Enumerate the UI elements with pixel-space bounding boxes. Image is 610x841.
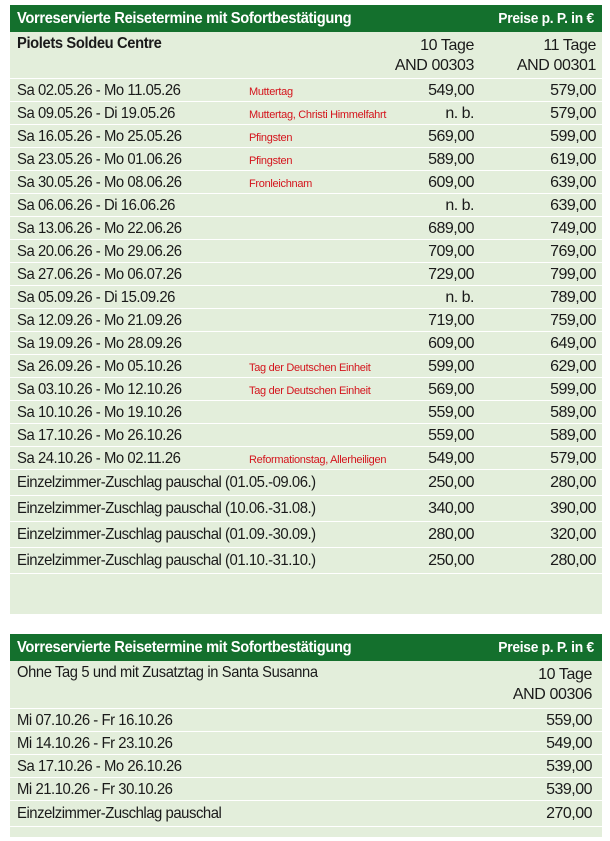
price-10-days: 559,00 [428, 404, 474, 421]
table-body [10, 709, 602, 827]
table-row [10, 125, 602, 148]
price-11-days: 579,00 [550, 450, 596, 467]
price-10-days: 549,00 [546, 735, 592, 752]
price-10-days: 280,00 [428, 526, 474, 543]
price-11-days: 639,00 [550, 174, 596, 191]
table-departures-santa-susanna [10, 634, 602, 837]
date-range: Sa 17.10.26 - Mo 26.10.26 [17, 758, 182, 775]
price-10-days: 539,00 [546, 758, 592, 775]
hotel-header [10, 661, 602, 709]
column-days-label: 10 Tage [538, 666, 592, 683]
holiday-note: Tag der Deutschen Einheit [249, 362, 371, 374]
column-days-label: 10 Tage [420, 37, 474, 54]
supplement-row [10, 496, 602, 522]
date-range: Sa 23.05.26 - Mo 01.06.26 [17, 151, 182, 168]
price-11-days: 320,00 [550, 526, 596, 543]
holiday-note: Fronleichnam [249, 178, 313, 190]
date-range: Sa 30.05.26 - Mo 08.06.26 [17, 174, 182, 191]
holiday-note: Reformationstag, Allerheiligen [249, 454, 387, 466]
table-row [10, 102, 602, 125]
table-row [10, 709, 602, 732]
price-10-days: 270,00 [546, 805, 592, 822]
price-11-days: 629,00 [550, 358, 596, 375]
holiday-note: Muttertag [249, 86, 293, 98]
date-range: Sa 24.10.26 - Mo 02.11.26 [17, 450, 181, 467]
date-range: Sa 06.06.26 - Di 16.06.26 [17, 197, 175, 214]
price-10-days: 709,00 [428, 243, 474, 260]
table-row [10, 194, 602, 217]
column-11-days [517, 36, 596, 76]
price-10-days: 549,00 [428, 450, 474, 467]
price-11-days: 579,00 [550, 105, 596, 122]
supplement-label: Einzelzimmer-Zuschlag pauschal (01.05.-09.06.) [17, 474, 316, 491]
table-row [10, 378, 602, 401]
hotel-name: Piolets Soldeu Centre [17, 35, 162, 52]
column-code: AND 00306 [512, 686, 592, 703]
table-row [10, 424, 602, 447]
price-11-days: 599,00 [550, 128, 596, 145]
price-11-days: 799,00 [550, 266, 596, 283]
table-title: Vorreservierte Reisetermine mit Sofortbestätigung [17, 638, 352, 656]
date-range: Sa 02.05.26 - Mo 11.05.26 [17, 82, 181, 99]
column-10-days [513, 665, 592, 705]
table-row [10, 79, 602, 102]
date-range: Sa 05.09.26 - Di 15.09.26 [17, 289, 175, 306]
date-range: Sa 10.10.26 - Mo 19.10.26 [17, 404, 182, 421]
holiday-note: Pfingsten [249, 132, 293, 144]
price-11-days: 619,00 [550, 151, 596, 168]
date-range: Sa 12.09.26 - Mo 21.09.26 [17, 312, 182, 329]
price-10-days: 719,00 [428, 312, 474, 329]
date-range: Sa 16.05.26 - Mo 25.05.26 [17, 128, 182, 145]
table-row [10, 263, 602, 286]
price-10-days: 599,00 [428, 358, 474, 375]
price-10-days: 609,00 [428, 174, 474, 191]
hotel-header [10, 32, 602, 79]
table-header [10, 5, 602, 32]
price-11-days: 579,00 [550, 82, 596, 99]
price-10-days: 549,00 [428, 82, 474, 99]
supplement-row [10, 801, 602, 827]
table-row [10, 355, 602, 378]
table-row [10, 286, 602, 309]
price-10-days: 250,00 [428, 552, 474, 569]
date-range: Sa 27.06.26 - Mo 06.07.26 [17, 266, 182, 283]
date-range: Sa 19.09.26 - Mo 28.09.26 [17, 335, 182, 352]
table-row [10, 732, 602, 755]
price-10-days: 559,00 [428, 427, 474, 444]
table-row [10, 148, 602, 171]
price-10-days: 689,00 [428, 220, 474, 237]
date-range: Sa 17.10.26 - Mo 26.10.26 [17, 427, 182, 444]
holiday-note: Tag der Deutschen Einheit [249, 385, 371, 397]
price-10-days: n. b. [445, 289, 474, 306]
date-range: Sa 09.05.26 - Di 19.05.26 [17, 105, 175, 122]
price-11-days: 649,00 [550, 335, 596, 352]
column-code: AND 00303 [394, 57, 474, 74]
table-departures-main [10, 5, 602, 614]
table-row [10, 447, 602, 470]
price-11-days: 789,00 [550, 289, 596, 306]
price-10-days: 250,00 [428, 474, 474, 491]
table-row [10, 755, 602, 778]
price-11-days: 759,00 [550, 312, 596, 329]
price-11-days: 589,00 [550, 404, 596, 421]
price-10-days: n. b. [445, 197, 474, 214]
date-range: Sa 26.09.26 - Mo 05.10.26 [17, 358, 182, 375]
column-10-days [395, 36, 474, 76]
price-10-days: 569,00 [428, 128, 474, 145]
price-11-days: 599,00 [550, 381, 596, 398]
supplement-label: Einzelzimmer-Zuschlag pauschal (01.09.-30.09.) [17, 526, 316, 543]
table-row [10, 217, 602, 240]
price-11-days: 280,00 [550, 552, 596, 569]
table-body [10, 79, 602, 574]
date-range: Sa 13.06.26 - Mo 22.06.26 [17, 220, 182, 237]
price-10-days: 729,00 [428, 266, 474, 283]
price-11-days: 589,00 [550, 427, 596, 444]
table-row [10, 240, 602, 263]
price-10-days: 589,00 [428, 151, 474, 168]
date-range: Sa 03.10.26 - Mo 12.10.26 [17, 381, 182, 398]
price-11-days: 769,00 [550, 243, 596, 260]
hotel-name: Ohne Tag 5 und mit Zusatztag in Santa Susanna [17, 664, 318, 681]
price-11-days: 639,00 [550, 197, 596, 214]
price-label: Preise p. P. in € [498, 10, 594, 27]
column-days-label: 11 Tage [543, 37, 596, 54]
table-row [10, 309, 602, 332]
price-10-days: n. b. [445, 105, 474, 122]
table-row [10, 332, 602, 355]
price-10-days: 569,00 [428, 381, 474, 398]
holiday-note: Muttertag, Christi Himmelfahrt [249, 109, 387, 121]
supplement-row [10, 548, 602, 574]
date-range: Sa 20.06.26 - Mo 29.06.26 [17, 243, 182, 260]
price-11-days: 749,00 [550, 220, 596, 237]
table-row [10, 778, 602, 801]
date-range: Mi 21.10.26 - Fr 30.10.26 [17, 781, 173, 798]
date-range: Mi 07.10.26 - Fr 16.10.26 [17, 712, 173, 729]
price-label: Preise p. P. in € [498, 639, 594, 656]
price-10-days: 609,00 [428, 335, 474, 352]
price-10-days: 559,00 [546, 712, 592, 729]
supplement-label: Einzelzimmer-Zuschlag pauschal [17, 805, 222, 822]
supplement-label: Einzelzimmer-Zuschlag pauschal (10.06.-31.08.) [17, 500, 316, 517]
table-header [10, 634, 602, 661]
price-10-days: 539,00 [546, 781, 592, 798]
price-10-days: 340,00 [428, 500, 474, 517]
holiday-note: Pfingsten [249, 155, 293, 167]
date-range: Mi 14.10.26 - Fr 23.10.26 [17, 735, 173, 752]
supplement-row [10, 470, 602, 496]
supplement-label: Einzelzimmer-Zuschlag pauschal (01.10.-31.10.) [17, 552, 316, 569]
price-11-days: 390,00 [550, 500, 596, 517]
column-code: AND 00301 [516, 57, 596, 74]
table-title: Vorreservierte Reisetermine mit Sofortbestätigung [17, 9, 352, 27]
table-row [10, 171, 602, 194]
table-row [10, 401, 602, 424]
price-11-days: 280,00 [550, 474, 596, 491]
supplement-row [10, 522, 602, 548]
